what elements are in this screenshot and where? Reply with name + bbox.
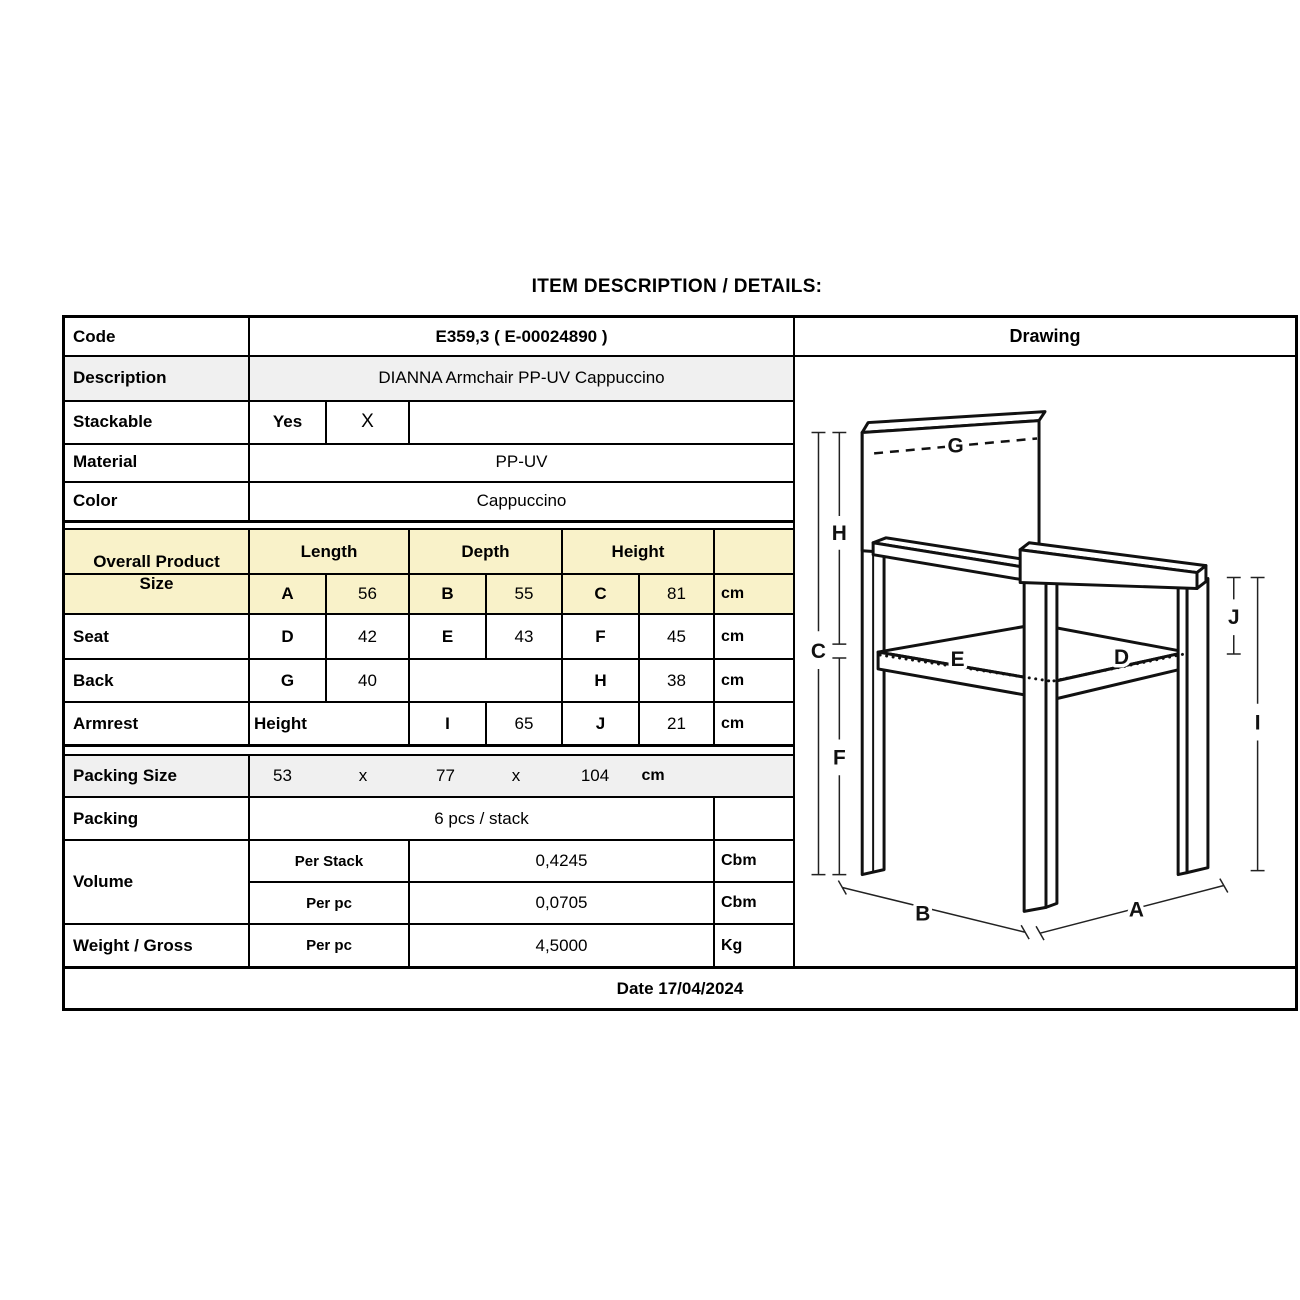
material-value: PP-UV [495,452,548,471]
weight-unit: Kg [721,936,743,954]
back-key-g: G [280,670,295,690]
back-val-g: 40 [358,670,377,690]
description-value: DIANNA Armchair PP-UV Cappuccino [378,367,665,387]
packing-size-d2: 77 [436,766,455,785]
drawing-area [795,357,1295,966]
armrest-key-j: J [595,713,606,733]
armrest-label: Armrest [73,713,139,733]
armrest-sub-label: Height [254,713,307,733]
description-label: Description [73,367,167,387]
stackable-option: Yes [272,411,303,431]
stackable-mark: X [361,410,374,432]
size-overall-val-a: 56 [358,584,377,603]
dim-label-h: H [831,521,847,545]
spec-table [62,315,1298,1011]
packing-size-x1: x [358,766,368,785]
size-section-label: Overall Product Size [93,552,220,593]
dim-line-b [838,881,1029,940]
size-col-depth: Depth [461,541,510,561]
stackable-label: Stackable [73,411,153,431]
dim-label-c: C [810,640,827,664]
back-unit: cm [721,671,745,689]
volume-per-pc-unit: Cbm [721,894,757,911]
seat-val-f: 45 [667,626,686,646]
size-col-height: Height [611,541,665,561]
size-overall-val-c: 81 [667,584,686,603]
weight-value: 4,5000 [535,935,588,955]
drawing-header: Drawing [1009,326,1081,346]
packing-size-d1: 53 [273,766,292,785]
dim-label-a: A [1128,898,1144,922]
volume-label: Volume [73,872,134,891]
volume-per-pc-value: 0,0705 [535,893,588,912]
code-label: Code [73,326,116,346]
packing-size-d3: 104 [580,766,610,785]
color-value: Cappuccino [476,490,567,510]
seat-key-f: F [595,626,606,646]
dim-label-f: F [832,746,846,770]
date-text: Date 17/04/2024 [616,978,744,998]
grid-line [408,400,410,443]
back-label: Back [73,670,114,690]
volume-per-pc-label: Per pc [306,894,352,912]
size-overall-val-b: 55 [514,584,534,603]
chair-drawing [795,357,1295,966]
armrest-val-j: 21 [667,713,686,733]
packing-size-unit: cm [641,767,665,784]
dim-label-i: I [1254,711,1261,735]
volume-per-stack-unit: Cbm [721,852,757,869]
grid-line [65,520,793,523]
page-title: ITEM DESCRIPTION / DETAILS: [531,276,823,297]
packing-size-label: Packing Size [73,766,177,785]
size-col-length: Length [300,541,358,561]
dim-label-b: B [915,902,931,926]
dim-label-g: G [947,434,964,458]
seat-val-e: 43 [514,626,534,646]
size-overall-unit: cm [721,585,745,602]
color-label: Color [73,490,118,510]
back-val-h: 38 [667,670,686,690]
material-label: Material [73,452,138,471]
chair-front-left-leg-side [1046,570,1057,908]
armrest-val-i: 65 [514,713,534,733]
size-overall-key-a: A [281,584,294,603]
code-value: E359,3 ( E-00024890 ) [435,326,608,346]
volume-per-stack-label: Per Stack [294,852,364,870]
armrest-unit: cm [721,714,745,732]
chair-front-left-leg [1024,572,1046,912]
armrest-key-i: I [445,713,450,733]
weight-per-pc-label: Per pc [306,937,352,954]
dim-label-j: J [1227,606,1240,630]
dim-label-e: E [950,647,965,671]
seat-key-d: D [281,626,294,646]
seat-key-e: E [441,626,454,646]
packing-size-x2: x [511,766,521,785]
back-key-h: H [594,670,607,690]
packing-label: Packing [73,808,139,828]
chair-front-right-leg [1187,579,1208,873]
seat-label: Seat [73,626,109,646]
dim-label-d: D [1113,645,1130,669]
packing-value: 6 pcs / stack [434,808,529,828]
seat-unit: cm [721,627,745,645]
grid-line [65,744,793,747]
volume-per-stack-value: 0,4245 [535,851,588,870]
size-overall-key-b: B [441,584,454,603]
seat-val-d: 42 [358,626,377,646]
size-overall-key-c: C [594,584,607,603]
weight-label: Weight / Gross [73,935,193,955]
